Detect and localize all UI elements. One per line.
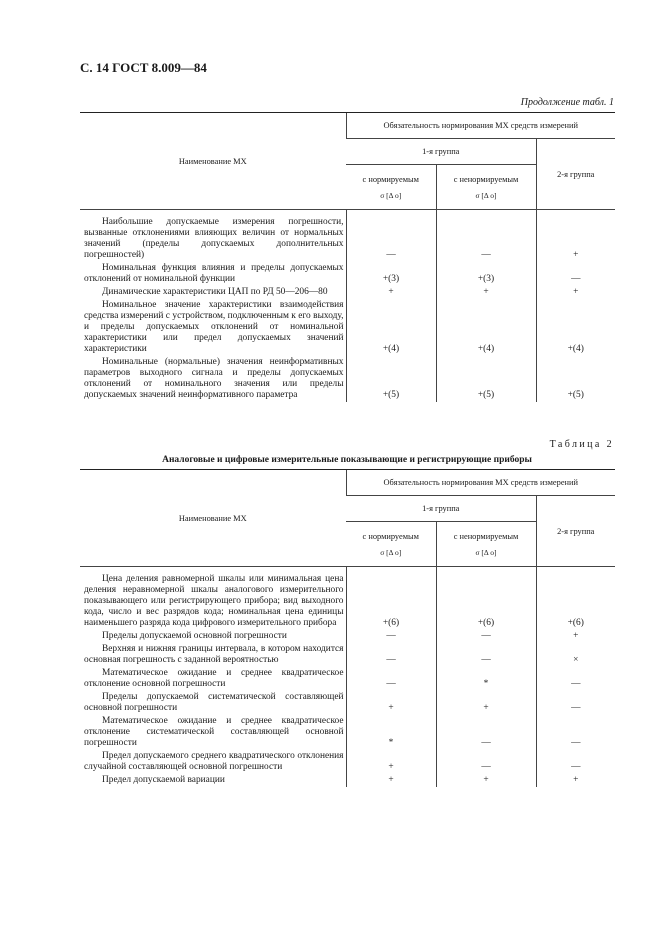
cell-normed: —	[346, 210, 436, 263]
table-row	[80, 691, 615, 715]
cell-normed: +	[346, 691, 436, 715]
column-header-normed: с нормируемым σ [Δ о]	[346, 165, 436, 210]
table-row	[80, 750, 615, 774]
row-name-cell: Номинальные (нормальные) значения неинформативных параметров выходного сигнала и пределы допускаемых отклонений от номинального значения или пределы допускаемых значений неинформативного параметра	[84, 357, 344, 400]
cell-normed: +	[346, 286, 436, 299]
table-row	[80, 630, 615, 643]
cell-unnormed: —	[436, 643, 536, 667]
table-row	[80, 667, 615, 691]
cell-group2: —	[536, 262, 615, 286]
table-row	[80, 356, 615, 402]
row-name-cell: Предел допускаемого среднего квадратического отклонения случайной составляющей основной погрешности	[84, 751, 344, 772]
cell-unnormed: +	[436, 286, 536, 299]
cell-unnormed: +	[436, 774, 536, 787]
cell-group2: +	[536, 774, 615, 787]
cell-normed: —	[346, 643, 436, 667]
cell-group2: —	[536, 691, 615, 715]
row-name-cell: Математическое ожидание и среднее квадратическое отклонение основной погрешности	[84, 668, 344, 689]
cell-group2: +	[536, 630, 615, 643]
cell-unnormed: +(3)	[436, 262, 536, 286]
row-name-cell: Пределы допускаемой систематической составляющей основной погрешности	[84, 692, 344, 713]
row-name-cell: Предел допускаемой вариации	[102, 775, 225, 785]
table-row	[80, 567, 615, 631]
cell-unnormed: *	[436, 667, 536, 691]
table-row	[80, 286, 615, 299]
column-header-group2: 2-я группа	[536, 496, 615, 567]
page-header: С. 14 ГОСТ 8.009—84	[80, 60, 207, 75]
cell-normed: —	[346, 667, 436, 691]
table-row	[80, 210, 615, 263]
cell-normed: *	[346, 715, 436, 750]
table-row	[80, 262, 615, 286]
cell-unnormed: —	[436, 210, 536, 263]
row-name-cell: Математическое ожидание и среднее квадратическое отклонение систематической составляющей основной погрешности	[84, 716, 344, 748]
cell-unnormed: +	[436, 691, 536, 715]
row-name-cell: Пределы допускаемой основной погрешности	[102, 631, 287, 641]
row-name-cell: Наибольшие допускаемые измерения погрешности, вызванные отклонениями влияющих величин от нормальных значений (пределы допускаемых дополнительных погрешностей)	[84, 217, 344, 260]
cell-group2: +(4)	[536, 299, 615, 356]
cell-group2: —	[536, 667, 615, 691]
table-2-body	[80, 567, 615, 788]
column-header-normed: с нормируемым σ [Δ о]	[346, 522, 436, 567]
table-2-label: Таблица 2	[549, 439, 614, 450]
cell-normed: +(3)	[346, 262, 436, 286]
cell-unnormed: +(6)	[436, 567, 536, 631]
column-header-unnormed: с ненормируемым σ [Δ о]	[436, 165, 536, 210]
row-name-cell: Номинальное значение характеристики взаимодействия средства измерений с устройством, подключенным к его выходу, и пределы допускаемых отклонений от номинальной характеристики или предел допускаемых значений характеристики	[84, 300, 344, 354]
column-header-name: Наименование МХ	[80, 113, 346, 210]
cell-normed: +(6)	[346, 567, 436, 631]
row-name-cell: Динамические характеристики ЦАП по РД 50—206—80	[102, 287, 328, 297]
cell-group2: +	[536, 286, 615, 299]
cell-unnormed: +(4)	[436, 299, 536, 356]
cell-normed: +(5)	[346, 356, 436, 402]
cell-group2: —	[536, 750, 615, 774]
cell-normed: +	[346, 750, 436, 774]
column-header-group1: 1-я группа	[346, 496, 536, 522]
cell-group2: +(6)	[536, 567, 615, 631]
table-row	[80, 715, 615, 750]
table-1-continued	[80, 112, 615, 402]
table-row	[80, 299, 615, 356]
cell-group2: +(5)	[536, 356, 615, 402]
cell-unnormed: —	[436, 750, 536, 774]
cell-group2: —	[536, 715, 615, 750]
cell-group2: +	[536, 210, 615, 263]
table-row	[80, 774, 615, 787]
table-2-title: Аналоговые и цифровые измерительные показывающие и регистрирующие приборы	[162, 455, 532, 465]
cell-unnormed: —	[436, 715, 536, 750]
cell-normed: —	[346, 630, 436, 643]
table-2	[80, 469, 615, 787]
table-1-body	[80, 210, 615, 403]
cell-unnormed: —	[436, 630, 536, 643]
row-name-cell: Цена деления равномерной шкалы или минимальная цена деления неравномерной шкалы аналогового измерительного показывающего или регистрирующего прибора; вид выходного кода, число и вес разрядов кода; номинальная цена единицы наименьшего разряда кода цифрового измерительного прибора	[84, 574, 344, 628]
column-header-group1: 1-я группа	[346, 139, 536, 165]
cell-unnormed: +(5)	[436, 356, 536, 402]
column-header-group2: 2-я группа	[536, 139, 615, 210]
table-row	[80, 643, 615, 667]
row-name-cell: Номинальная функция влияния и пределы допускаемых отклонений от номинальной функции	[84, 263, 344, 284]
column-header-name: Наименование МХ	[80, 470, 346, 567]
column-header-unnormed: с ненормируемым σ [Δ о]	[436, 522, 536, 567]
cell-normed: +	[346, 774, 436, 787]
cell-group2: ×	[536, 643, 615, 667]
column-header-mandatory: Обязательность нормирования МХ средств измерений	[346, 113, 615, 139]
continuation-label: Продолжение табл. 1	[520, 97, 614, 108]
column-header-mandatory: Обязательность нормирования МХ средств измерений	[346, 470, 615, 496]
cell-normed: +(4)	[346, 299, 436, 356]
row-name-cell: Верхняя и нижняя границы интервала, в котором находится основная погрешность с заданной вероятностью	[84, 644, 344, 665]
